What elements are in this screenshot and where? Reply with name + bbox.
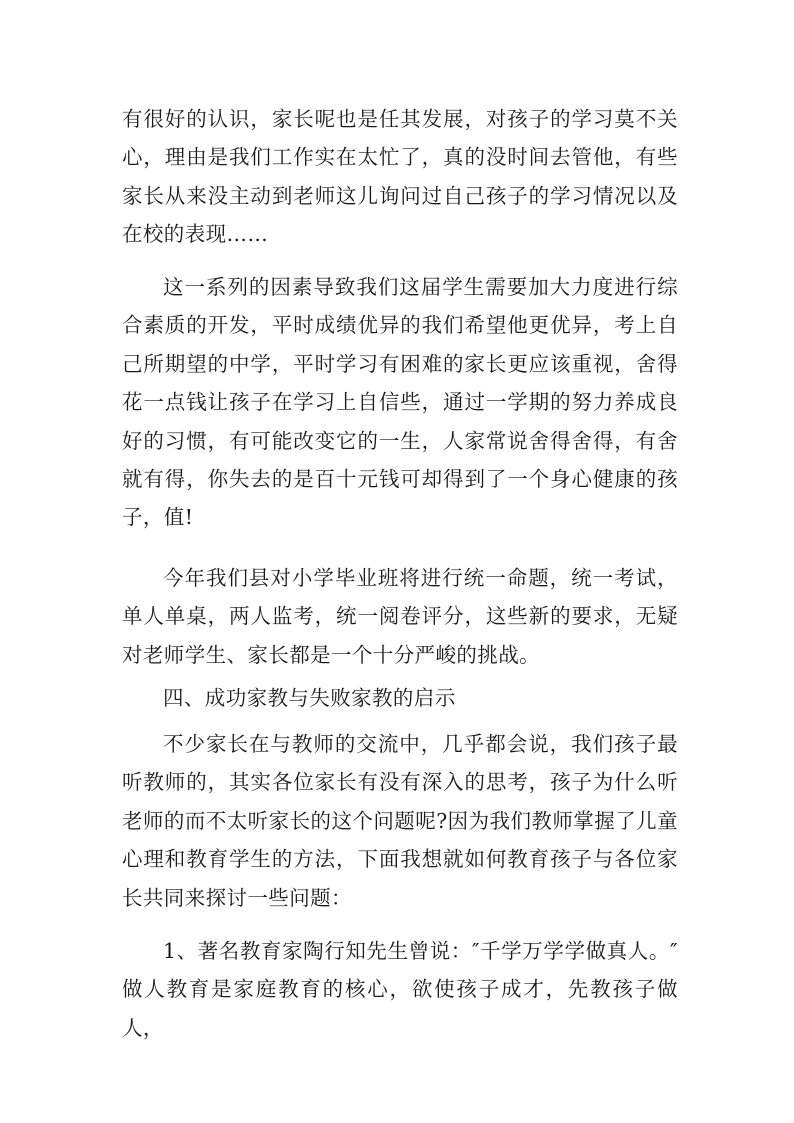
paragraph-exam: 今年我们县对小学毕业班将进行统一命题，统一考试，单人单桌，两人监考，统一阅卷评分，这些新的要求，无疑对老师学生、家长都是一个十分严峻的挑战。 [122, 566, 678, 667]
paragraph-factors: 这一系列的因素导致我们这届学生需要加大力度进行综合素质的开发，平时成绩优异的我们希望他更优异，考上自己所期望的中学，平时学习有困难的家长更应该重视，舍得花一点钱让孩子在学习上自信些，通过一学期的努力养成良好的习惯，有可能改变它的一生，人家常说舍得舍得，有舍就有得，你失去的是百十元钱可却得到了一个身心健康的孩子，值! [122, 275, 678, 530]
section-heading: 四、成功家教与失败家教的启示 [163, 686, 456, 710]
paragraph-continuation: 有很好的认识，家长呢也是任其发展，对孩子的学习莫不关心，理由是我们工作实在太忙了，真的没时间去管他，有些家长从来没主动到老师这儿询问过自己孩子的学习情况以及在校的表现…… [122, 107, 678, 247]
paragraph-communication: 不少家长在与教师的交流中，几乎都会说，我们孩子最听教师的，其实各位家长有没有深入的思考，孩子为什么听老师的而不太听家长的这个问题呢?因为我们教师掌握了儿童心理和教育学生的方法，下面我想就如何教育孩子与各位家长共同来探讨一些问题： [122, 732, 678, 910]
paragraph-tao-xingzhi: 1、著名教育家陶行知先生曾说：″千学万学学做真人。″做人教育是家庭教育的核心，欲使孩子成才，先教孩子做人， [122, 939, 678, 1040]
